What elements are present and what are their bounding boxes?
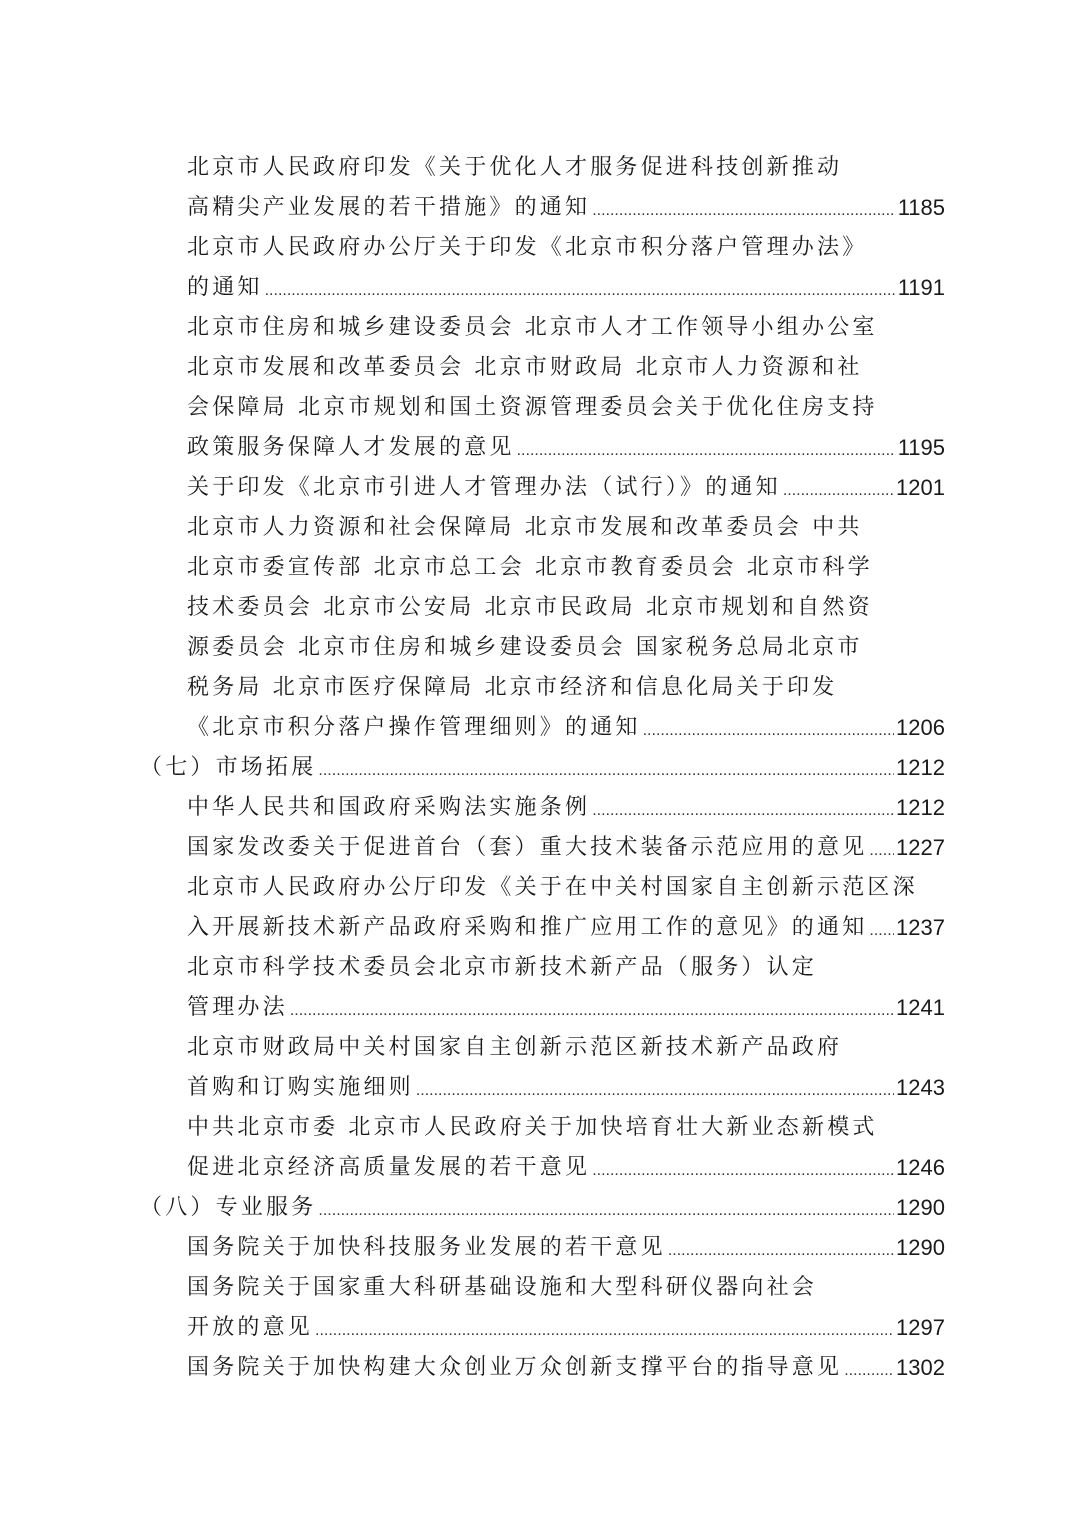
toc-line — [0, 188, 945, 228]
toc-entry-title: 北京市发展和改革委员会 北京市财政局 北京市人力资源和社 — [187, 355, 863, 380]
dot-leader — [592, 191, 895, 231]
dot-leader — [668, 1231, 894, 1271]
toc-entry-title: 北京市科学技术委员会北京市新技术新产品（服务）认定 — [187, 955, 818, 980]
dot-leader — [517, 431, 896, 471]
toc-line — [0, 268, 945, 308]
toc-line — [0, 1028, 1080, 1068]
toc-line — [0, 348, 1080, 388]
dot-leader — [869, 831, 894, 871]
toc-line — [0, 588, 1080, 628]
page-number: 1290 — [896, 1195, 945, 1220]
toc-entry[interactable] — [0, 788, 1080, 828]
dot-leader — [318, 751, 894, 791]
toc-entry-title: 高精尖产业发展的若干措施》的通知 — [187, 195, 591, 220]
toc-line — [0, 1228, 945, 1268]
toc-entry-title: 国务院关于国家重大科研基础设施和大型科研仪器向社会 — [187, 1275, 818, 1300]
dot-leader — [592, 791, 894, 831]
dot-leader — [318, 1191, 894, 1231]
table-of-contents — [0, 148, 1080, 1388]
toc-line — [0, 748, 945, 788]
dot-leader — [416, 1071, 894, 1111]
dot-leader — [783, 471, 894, 511]
toc-entry-title: 北京市委宣传部 北京市总工会 北京市教育委员会 北京市科学 — [187, 555, 873, 580]
toc-entry-title: 促进北京经济高质量发展的若干意见 — [187, 1155, 591, 1180]
toc-line — [0, 228, 1080, 268]
toc-entry[interactable] — [0, 508, 1080, 748]
toc-line — [0, 1188, 945, 1228]
toc-entry-title: 《北京市积分落户操作管理细则》的通知 — [187, 715, 641, 740]
page-number: 1243 — [896, 1075, 945, 1100]
toc-entry[interactable] — [0, 1108, 1080, 1188]
toc-line — [0, 428, 945, 468]
toc-entry-title: 技术委员会 北京市公安局 北京市民政局 北京市规划和自然资 — [187, 595, 873, 620]
toc-entry-title: （七）市场拓展 — [140, 755, 317, 780]
toc-entry[interactable] — [0, 828, 1080, 868]
page-number: 1302 — [896, 1355, 945, 1380]
toc-entry-title: 北京市住房和城乡建设委员会 北京市人才工作领导小组办公室 — [187, 315, 878, 340]
toc-line — [0, 868, 1080, 908]
toc-entry[interactable] — [0, 1228, 1080, 1268]
toc-line — [0, 1108, 1080, 1148]
toc-entry[interactable] — [0, 308, 1080, 468]
toc-line — [0, 508, 1080, 548]
toc-line — [0, 548, 1080, 588]
toc-line — [0, 988, 945, 1028]
dot-leader — [643, 711, 894, 751]
toc-entry-title: 入开展新技术新产品政府采购和推广应用工作的意见》的通知 — [187, 915, 868, 940]
toc-entry[interactable] — [0, 868, 1080, 948]
toc-line — [0, 308, 1080, 348]
toc-entry[interactable] — [0, 228, 1080, 308]
toc-line — [0, 788, 945, 828]
toc-entry[interactable] — [0, 948, 1080, 1028]
page-number: 1227 — [896, 835, 945, 860]
toc-line — [0, 468, 945, 508]
dot-leader — [290, 991, 894, 1031]
toc-line — [0, 1308, 945, 1348]
toc-entry-title: 源委员会 北京市住房和城乡建设委员会 国家税务总局北京市 — [187, 635, 863, 660]
toc-entry-title: 管理办法 — [187, 995, 288, 1020]
toc-entry[interactable] — [0, 1348, 1080, 1388]
toc-entry-title: 北京市人民政府办公厅关于印发《北京市积分落户管理办法》 — [187, 235, 868, 260]
page-number: 1241 — [896, 995, 945, 1020]
toc-entry-title: 北京市人民政府办公厅印发《关于在中关村国家自主创新示范区深 — [187, 875, 918, 900]
toc-line — [0, 708, 945, 748]
toc-line — [0, 1268, 1080, 1308]
page-number: 1297 — [896, 1315, 945, 1340]
toc-entry-title: 会保障局 北京市规划和国土资源管理委员会关于优化住房支持 — [187, 395, 878, 420]
page-number: 1206 — [896, 715, 945, 740]
dot-leader — [592, 1151, 894, 1191]
page-number: 1290 — [896, 1235, 945, 1260]
toc-line — [0, 828, 945, 868]
toc-line — [0, 148, 1080, 188]
dot-leader — [844, 1351, 894, 1391]
toc-line — [0, 1348, 945, 1388]
toc-entry[interactable] — [0, 468, 1080, 508]
page-number: 1201 — [896, 475, 945, 500]
toc-entry-title: 税务局 北京市医疗保障局 北京市经济和信息化局关于印发 — [187, 675, 838, 700]
toc-entry-title: 关于印发《北京市引进人才管理办法（试行）》的通知 — [187, 475, 781, 500]
page-number: 1195 — [897, 435, 945, 460]
toc-line — [0, 1068, 945, 1108]
toc-line — [0, 628, 1080, 668]
toc-entry-title: 北京市人民政府印发《关于优化人才服务促进科技创新推动 — [187, 155, 843, 180]
toc-entry[interactable] — [0, 148, 1080, 228]
toc-entry[interactable] — [0, 1028, 1080, 1108]
toc-entry-title: 的通知 — [187, 275, 263, 300]
toc-entry-title: 中共北京市委 北京市人民政府关于加快培育壮大新业态新模式 — [187, 1115, 878, 1140]
page-number: 1237 — [896, 915, 945, 940]
toc-section[interactable] — [0, 748, 1080, 788]
toc-section[interactable] — [0, 1188, 1080, 1228]
toc-entry-title: 政策服务保障人才发展的意见 — [187, 435, 515, 460]
toc-entry-title: 中华人民共和国政府采购法实施条例 — [187, 795, 591, 820]
dot-leader — [315, 1311, 894, 1351]
page-number: 1185 — [897, 195, 945, 220]
toc-entry-title: 国务院关于加快构建大众创业万众创新支撑平台的指导意见 — [187, 1355, 843, 1380]
page-number: 1212 — [896, 795, 945, 820]
toc-entry-title: 开放的意见 — [187, 1315, 314, 1340]
page-number: 1212 — [896, 755, 945, 780]
page-number: 1246 — [896, 1155, 945, 1180]
toc-entry-title: 国务院关于加快科技服务业发展的若干意见 — [187, 1235, 666, 1260]
dot-leader — [869, 911, 894, 951]
toc-entry-title: 首购和订购实施细则 — [187, 1075, 414, 1100]
toc-entry-title: 北京市财政局中关村国家自主创新示范区新技术新产品政府 — [187, 1035, 843, 1060]
toc-entry[interactable] — [0, 1268, 1080, 1348]
toc-line — [0, 1148, 945, 1188]
toc-entry-title: 北京市人力资源和社会保障局 北京市发展和改革委员会 中共 — [187, 515, 863, 540]
toc-line — [0, 908, 945, 948]
toc-entry-title: 国家发改委关于促进首台（套）重大技术装备示范应用的意见 — [187, 835, 868, 860]
toc-entry-title: （八）专业服务 — [140, 1195, 317, 1220]
toc-line — [0, 388, 1080, 428]
dot-leader — [265, 271, 896, 311]
toc-line — [0, 948, 1080, 988]
toc-line — [0, 668, 1080, 708]
page-number: 1191 — [897, 275, 945, 300]
